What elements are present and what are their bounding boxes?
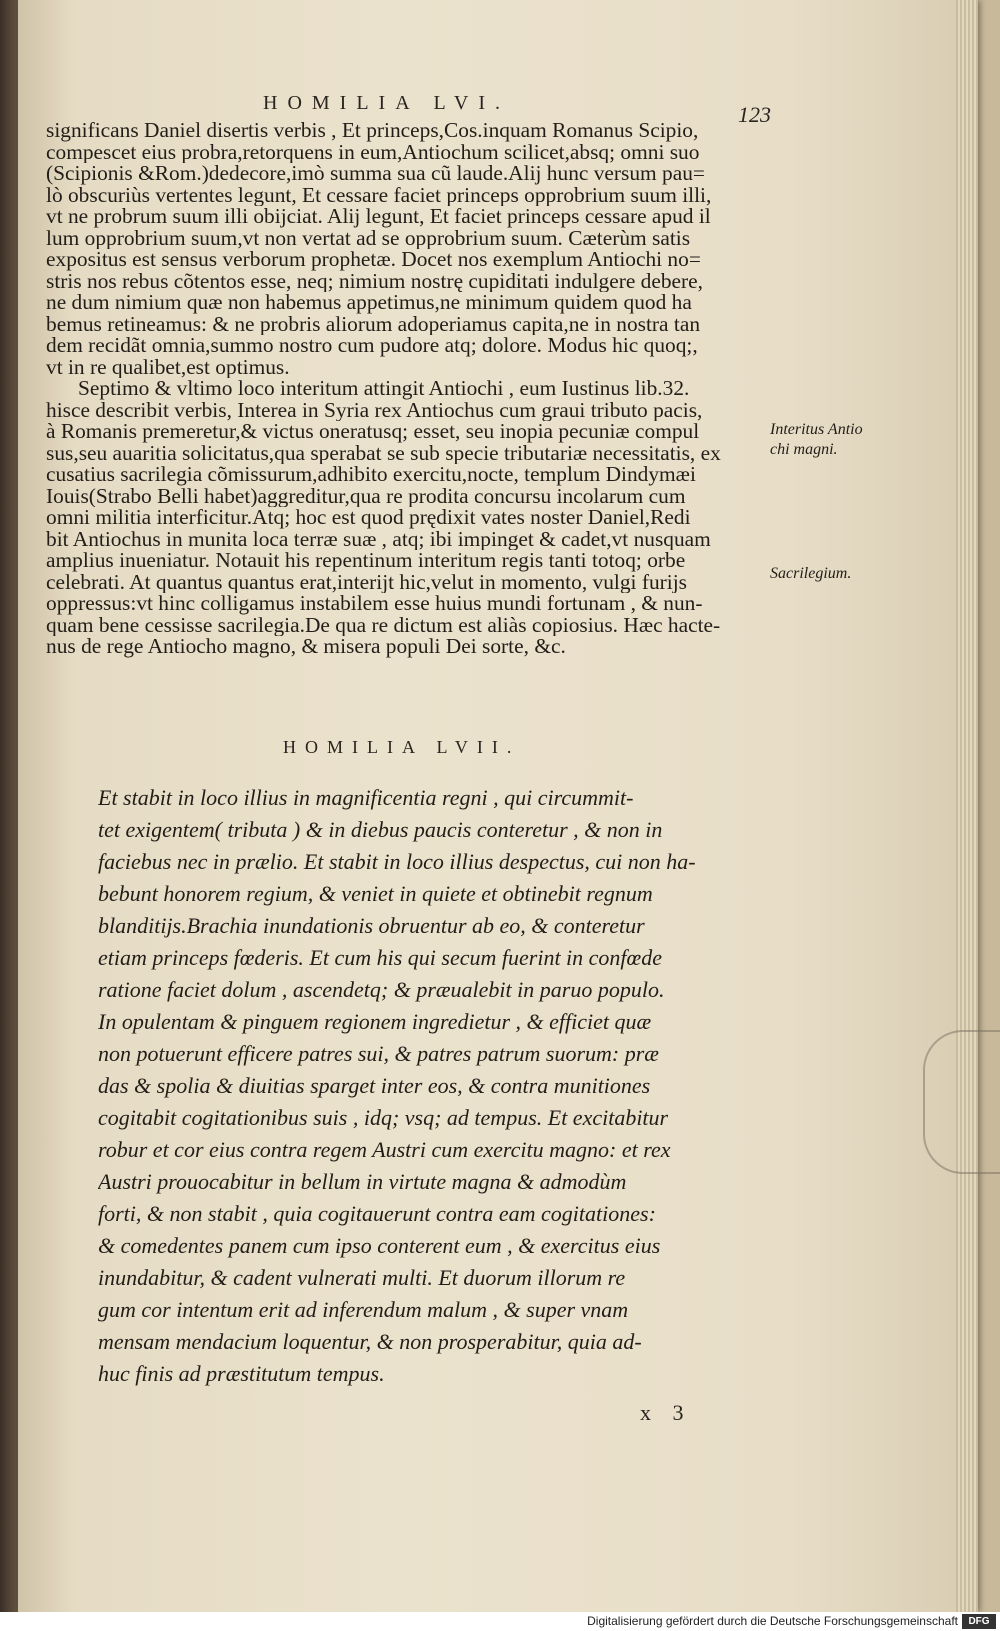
page-clip <box>923 1030 1000 1174</box>
text-line: hisce describit verbis, Interea in Syria rex Antiochus cum graui tributo pacis, <box>46 399 703 421</box>
italic-line: mensam mendacium loquentur, & non prosperabitur, quia ad- <box>98 1329 642 1354</box>
text-line: ne dum nimium quæ non habemus appetimus,ne minimum quidem quod ha <box>46 292 692 314</box>
text-line: omni militia interficitur.Atq; hoc est quod prędixit vates noster Daniel,Redi <box>46 507 691 529</box>
italic-line: Et stabit in loco illius in magnificentia regni , qui circummit- <box>98 785 634 810</box>
signature-mark: x 3 <box>640 1400 692 1425</box>
text-line: vt in re qualibet,est optimus. <box>46 356 290 378</box>
text-line: bemus retineamus: & ne probris aliorum adoperiamus capita,ne in nostra tan <box>46 313 701 335</box>
dfg-logo: DFG <box>962 1614 996 1629</box>
text-line: cusatius sacrilegia cõmissurum,adhibito exercitu,nocte, templum Dindymæi <box>46 464 696 486</box>
text-line: vt ne probrum suum illi obijciat. Alij legunt, Et faciet princeps cessare apud il <box>46 206 711 228</box>
italic-line: forti, & non stabit , quia cogitauerunt contra eam cogitationes: <box>98 1201 656 1226</box>
text-line: lò obscuriùs vertentes legunt, Et cessare faciet princeps opprobrium suum illi, <box>46 184 712 206</box>
margin-note-sacrilegium: Sacrilegium. <box>770 565 852 582</box>
text-line: nus de rege Antiocho magno, & misera populi Dei sorte, &c. <box>46 636 566 658</box>
margin-note-line: Interitus Antio <box>770 421 863 438</box>
italic-line: robur et cor eius contra regem Austri cum exercitu magno: et rex <box>98 1137 671 1162</box>
text-line: expositus est sensus verborum prophetæ. Docet nos exemplum Antiochi no= <box>46 249 701 271</box>
italic-line: cogitabit cogitationibus suis , idq; vsq; ad tempus. Et excitabitur <box>98 1105 669 1130</box>
main-text-block <box>46 120 768 658</box>
text-line: celebrati. At quantus quantus erat,interijt hic,velut in momento, vulgi furijs <box>46 571 687 593</box>
footer-credit-bar <box>0 1612 1000 1631</box>
text-line: sus,seu auaritia solicitatus,qua sperabat se sub specie tributariæ necessitatis, ex <box>46 442 721 464</box>
text-line: amplius inueniatur. Notauit his repentinum interitum regis tanti totoq; orbe <box>46 550 686 572</box>
margin-note-interitus <box>770 420 890 460</box>
text-line: significans Daniel disertis verbis , Et princeps,Cos.inquam Romanus Scipio, <box>46 120 699 142</box>
running-head: HOMILIA LVI. <box>263 92 511 114</box>
italic-line: bebunt honorem regium, & veniet in quiete et obtinebit regnum <box>98 881 653 906</box>
italic-line: In opulentam & pinguem regionem ingredietur , & efficiet quæ <box>98 1009 652 1034</box>
italic-line: etiam princeps fœderis. Et cum his qui secum fuerint in confœde <box>98 945 662 970</box>
text-line: Septimo & vltimo loco interitum attingit Antiochi , eum Iustinus lib.32. <box>78 378 690 400</box>
italic-line: ratione faciet dolum , ascendetq; & præualebit in paruo populo. <box>98 977 665 1002</box>
text-line: oppressus:vt hinc colligamus instabilem esse huius mundi fortunam , & nun- <box>46 593 703 615</box>
book-page <box>18 0 978 1612</box>
section-heading: HOMILIA LVII. <box>283 737 521 757</box>
text-line: quam bene cessisse sacrilegia.De qua re dictum est aliàs copiosius. Hæc hacte- <box>46 614 721 636</box>
text-line: (Scipionis &Rom.)dedecore,imò summa sua cũ laude.Alij hunc versum pau= <box>46 163 705 185</box>
italic-line: blanditijs.Brachia inundationis obruentur ab eo, & conteretur <box>98 913 645 938</box>
italic-line: Austri prouocabitur in bellum in virtute magna & admodùm <box>98 1169 627 1194</box>
text-line: stris nos rebus cõtentos esse, neq; nimium nostrę cupiditati indulgere debere, <box>46 270 704 292</box>
italic-line: inundabitur, & cadent vulnerati multi. Et duorum illorum re <box>98 1265 626 1290</box>
margin-note-line: chi magni. <box>770 441 838 458</box>
footer-credit: Digitalisierung gefördert durch die Deutsche Forschungsgemeinschaft <box>587 1614 958 1628</box>
page-header <box>18 92 978 127</box>
text-line: compescet eius probra,retorquens in eum,Antiochum scilicet,absq; omni suo <box>46 141 700 163</box>
adjacent-page-edge <box>978 0 1000 1612</box>
italic-line: non potuerunt efficere patres sui, & patres patrum suorum: præ <box>98 1041 659 1066</box>
italic-line: huc finis ad præstitutum tempus. <box>98 1361 385 1386</box>
text-line: bit Antiochus in munita loca terræ suæ , atq; ibi impinget & cadet,vt nusquam <box>46 528 711 550</box>
text-line: Iouis(Strabo Belli habet)aggreditur,qua re prodita concursu incolarum cum <box>46 485 686 507</box>
text-line: dem recidãt omnia,summo nostro cum pudore atq; dolore. Modus hic quoq;, <box>46 335 698 357</box>
text-line: à Romanis premeretur,& victus oneratusq; esset, seu inopia pecuniæ compul <box>46 421 700 443</box>
scripture-passage <box>98 782 738 1390</box>
folio-number: 123 <box>738 102 771 127</box>
italic-line: tet exigentem( tributa ) & in diebus paucis conteretur , & non in <box>98 817 663 842</box>
italic-line: das & spolia & diuitias sparget inter eos, & contra munitiones <box>98 1073 651 1098</box>
text-line: lum opprobrium suum,vt non vertat ad se opprobrium suum. Cæterùm satis <box>46 227 691 249</box>
italic-line: & comedentes panem cum ipso conterent eum , & exercitus eius <box>98 1233 661 1258</box>
italic-line: gum cor intentum erit ad inferendum malum , & super vnam <box>98 1297 629 1322</box>
page-edges <box>956 0 978 1612</box>
italic-line: faciebus nec in prælio. Et stabit in loco illius despectus, cui non ha- <box>98 849 696 874</box>
